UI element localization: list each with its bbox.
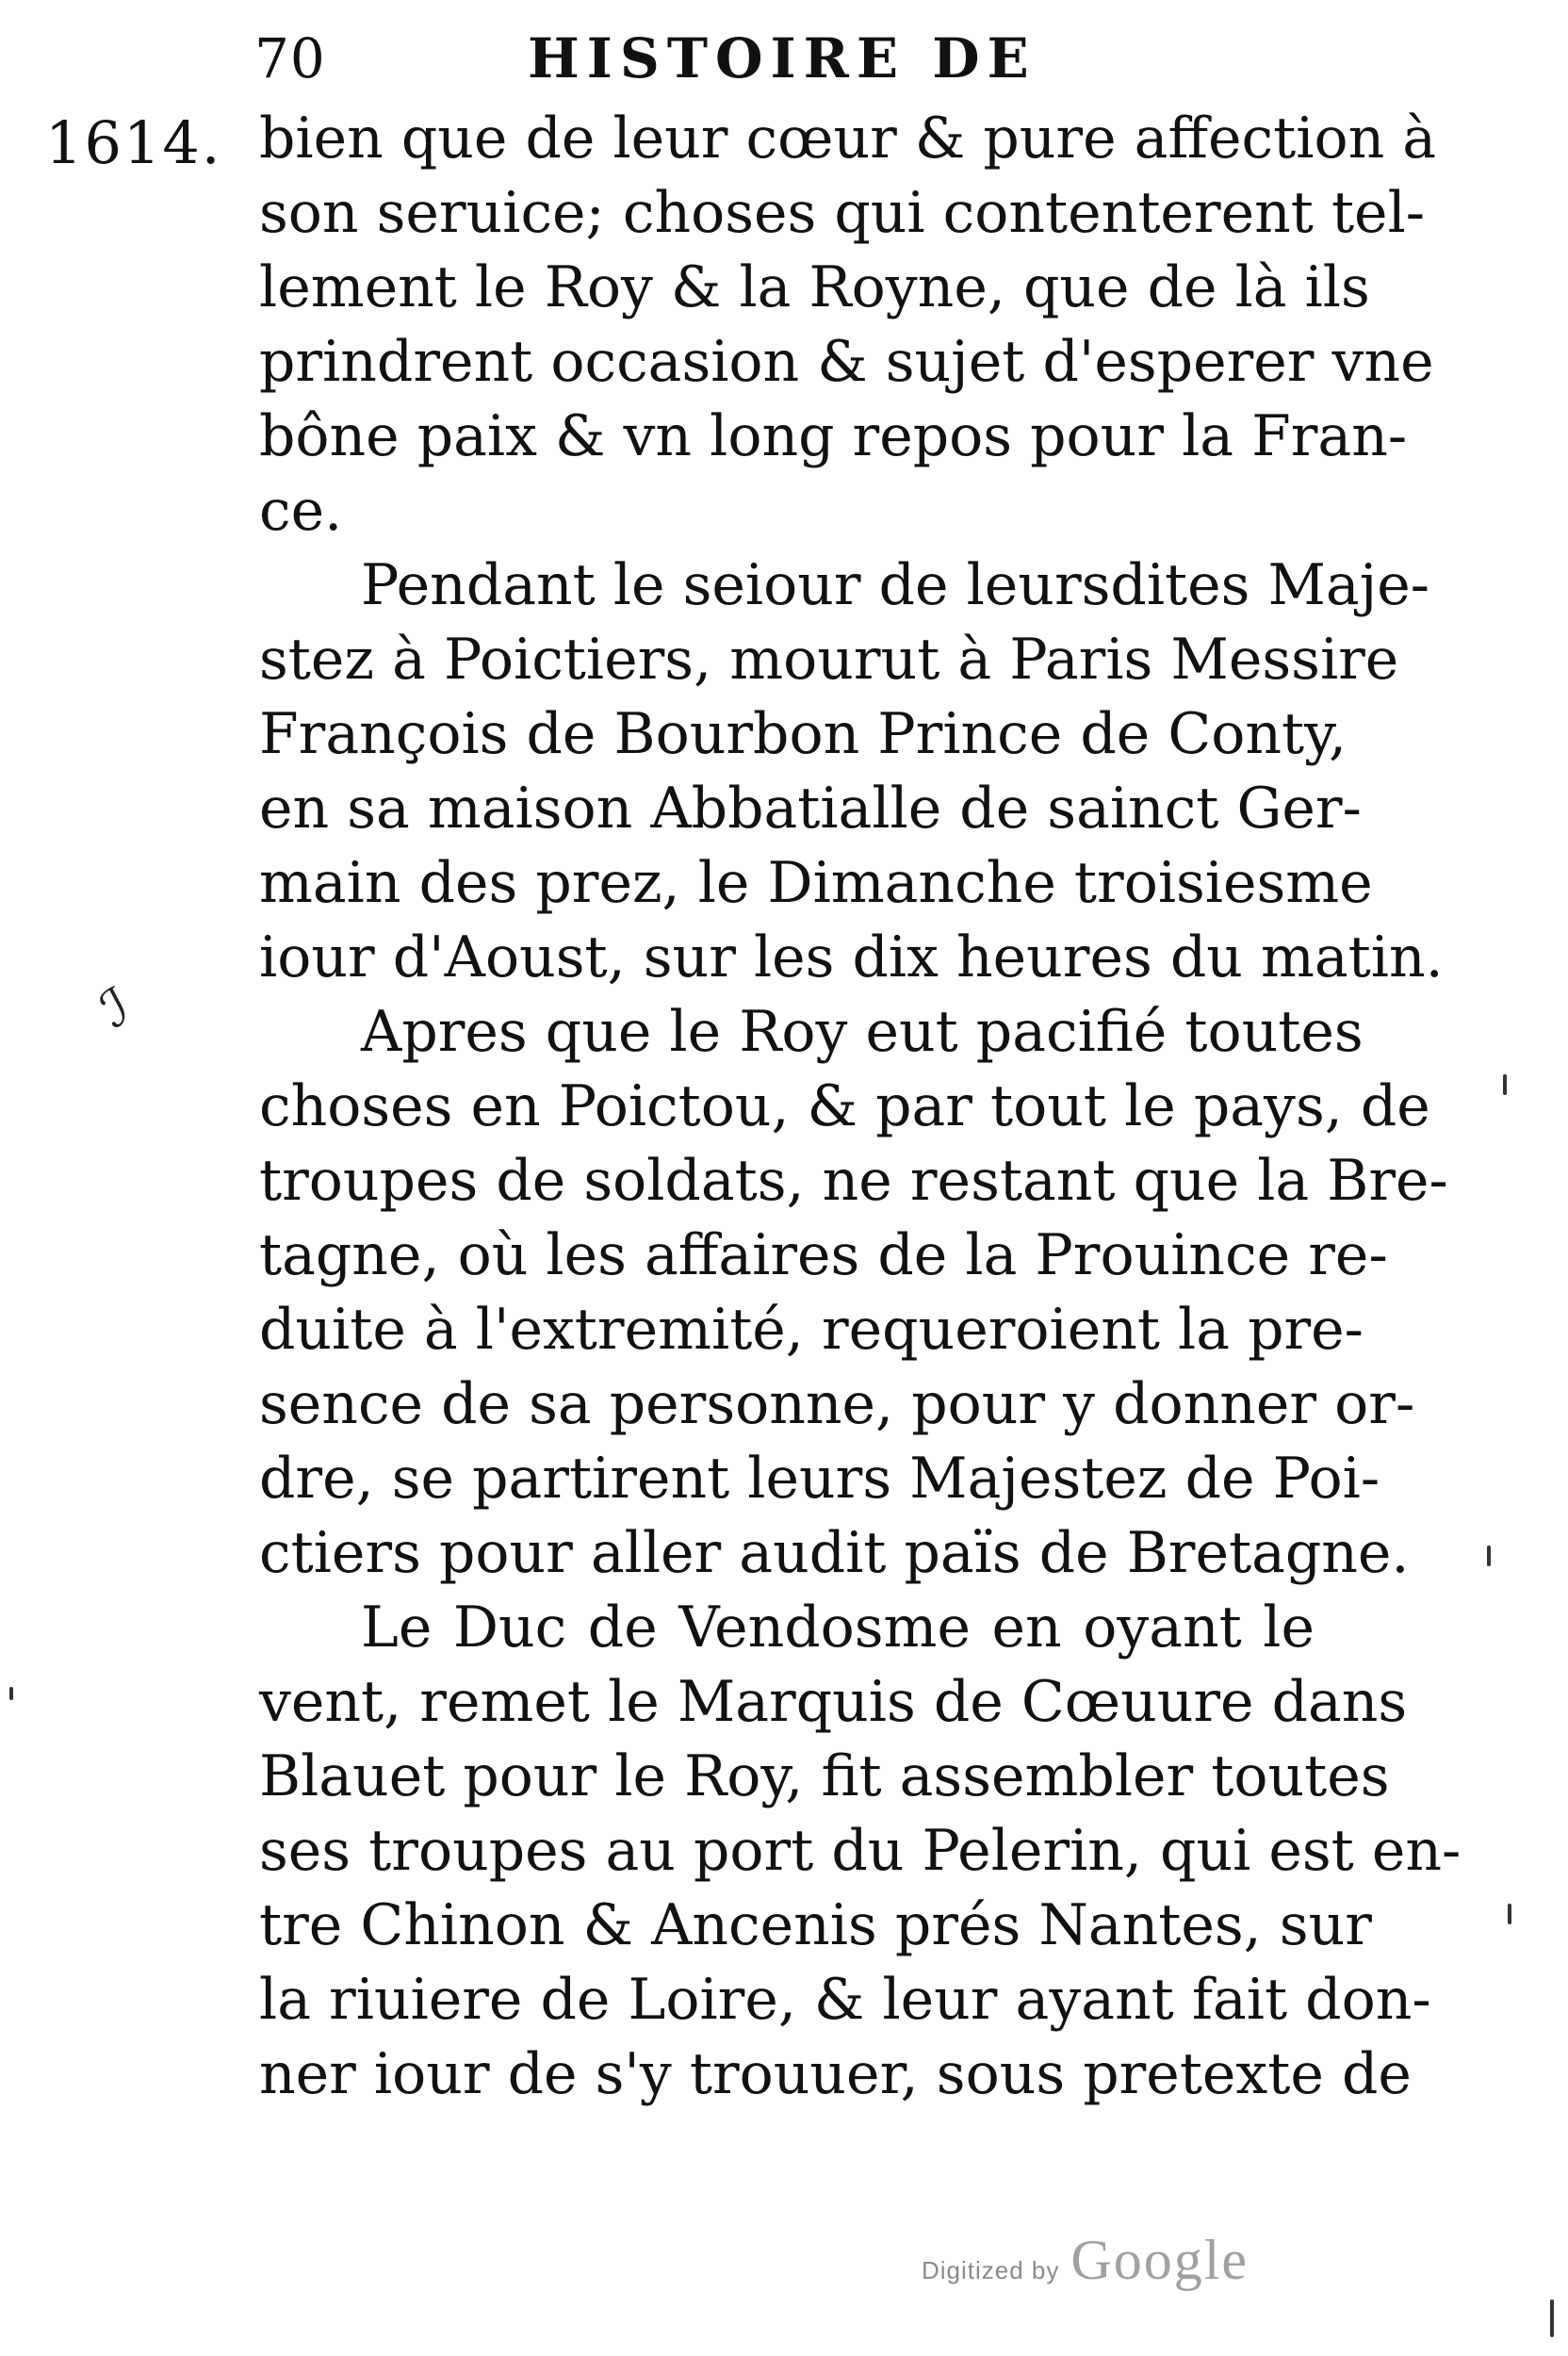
text-line: ctiers pour aller audit païs de Bretagne.	[259, 1520, 1410, 1586]
google-logo: Google	[1070, 2229, 1250, 2291]
text-line: bône paix & vn long repos pour la Fran-	[259, 403, 1408, 469]
scan-speck	[1550, 2299, 1554, 2337]
marginal-mark: ℐ	[90, 975, 140, 1040]
text-line: choses en Poictou, & par tout le pays, de	[259, 1073, 1430, 1139]
text-line: Apres que le Roy eut pacifié toutes	[361, 999, 1364, 1065]
text-line: ner iour de s'y trouuer, sous pretexte de	[259, 2041, 1412, 2107]
scan-speck	[1508, 1904, 1511, 1924]
text-line: sence de sa personne, pour y donner or-	[259, 1371, 1415, 1437]
text-line: Le Duc de Vendosme en oyant le	[361, 1595, 1315, 1661]
text-line: ce.	[259, 478, 343, 544]
text-line: lement le Roy & la Royne, que de là ils	[259, 254, 1370, 320]
text-line: Blauet pour le Roy, fit assembler toutes	[259, 1743, 1390, 1809]
paragraph-2	[259, 548, 1444, 995]
text-line: duite à l'extremité, requeroient la pre-	[259, 1297, 1364, 1363]
body-text	[259, 102, 1462, 2112]
page-header	[254, 21, 1102, 96]
text-line: troupes de soldats, ne restant que la Bre-	[259, 1148, 1448, 1214]
text-line: dre, se partirent leurs Majestez de Poi-	[259, 1446, 1380, 1512]
margin-year-note: 1614.	[45, 108, 222, 177]
digitization-watermark	[922, 2228, 1249, 2294]
paragraph-3	[259, 995, 1448, 1591]
text-line: tre Chinon & Ancenis prés Nantes, sur	[259, 1892, 1372, 1958]
text-line: tagne, où les affaires de la Prouince re-	[259, 1222, 1388, 1288]
text-line: la riuiere de Loire, & leur ayant fait don-	[259, 1967, 1431, 2033]
text-line: bien que de leur cœur & pure affection à	[259, 106, 1437, 172]
text-line: Pendant le seiour de leursdites Maje-	[361, 552, 1430, 618]
scan-speck	[1487, 1546, 1491, 1566]
text-line: main des prez, le Dimanche troisiesme	[259, 850, 1373, 916]
watermark-prefix: Digitized by	[922, 2256, 1060, 2284]
text-line: ses troupes au port du Pelerin, qui est en-	[259, 1818, 1462, 1884]
paragraph-4	[259, 1591, 1462, 2112]
page-number: 70	[254, 26, 326, 90]
text-line: vent, remet le Marquis de Cœuure dans	[259, 1669, 1408, 1735]
text-line: stez à Poictiers, mourut à Paris Messire	[259, 627, 1399, 693]
text-line: en sa maison Abbatialle de sainct Ger-	[259, 776, 1362, 842]
running-title: HISTOIRE DE	[528, 26, 1037, 90]
text-line: François de Bourbon Prince de Conty,	[259, 701, 1348, 767]
text-line: prindrent occasion & sujet d'esperer vne	[259, 329, 1434, 395]
paragraph-1	[259, 102, 1437, 548]
scan-speck	[9, 1687, 13, 1700]
text-line: iour d'Aoust, sur les dix heures du matin.	[259, 924, 1444, 990]
scan-speck	[1503, 1074, 1507, 1095]
text-line: son seruice; choses qui contenterent tel-	[259, 180, 1426, 246]
